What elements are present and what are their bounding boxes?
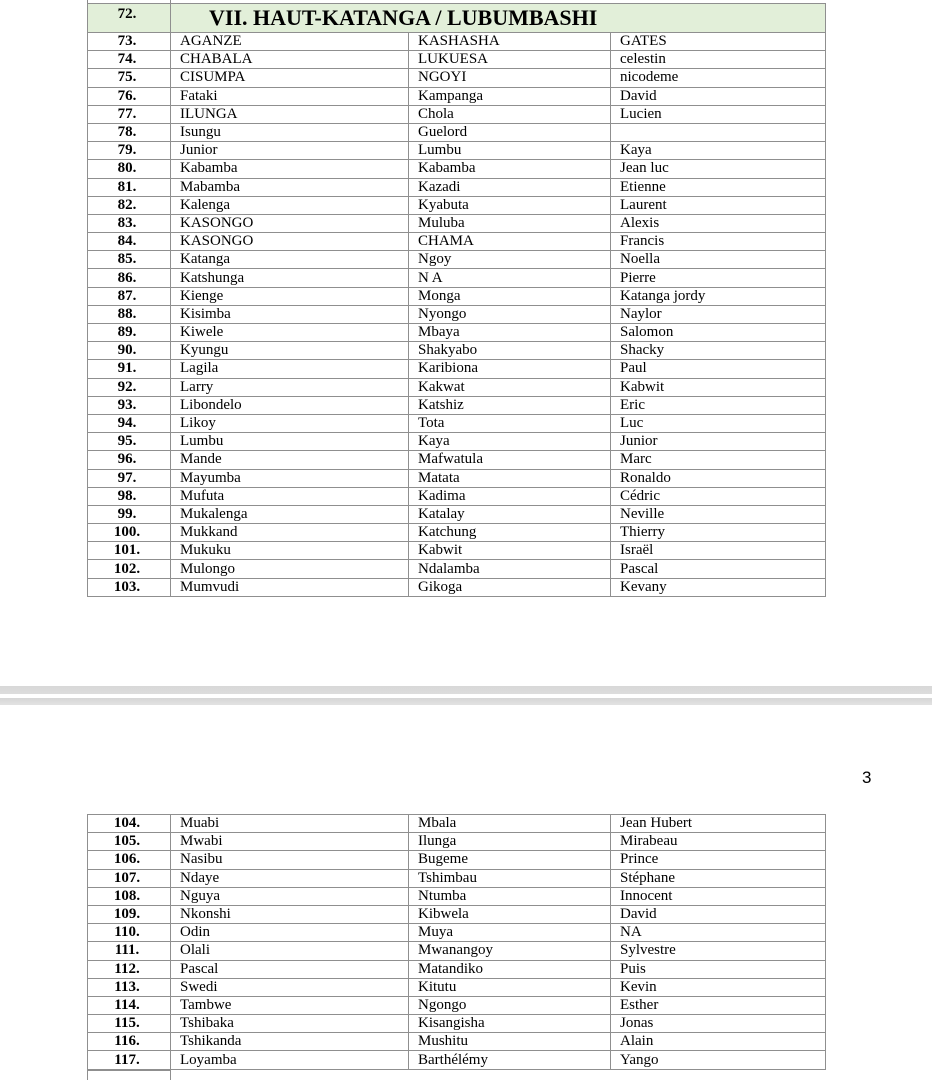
row-number: 106. bbox=[88, 851, 171, 869]
row-number: 90. bbox=[88, 342, 171, 360]
postname-cell: Muya bbox=[409, 924, 611, 942]
first-name-cell: Katanga jordy bbox=[611, 287, 826, 305]
table-row bbox=[88, 978, 826, 996]
postname-cell: Lumbu bbox=[409, 142, 611, 160]
first-name-cell: Innocent bbox=[611, 887, 826, 905]
table-row bbox=[88, 123, 826, 141]
table-row bbox=[88, 196, 826, 214]
row-number: 97. bbox=[88, 469, 171, 487]
names-table-continued-body bbox=[88, 815, 826, 1070]
first-name-cell: Cédric bbox=[611, 487, 826, 505]
row-number: 77. bbox=[88, 105, 171, 123]
table-row bbox=[88, 269, 826, 287]
surname-cell: Tambwe bbox=[171, 996, 409, 1014]
row-number: 96. bbox=[88, 451, 171, 469]
row-number: 87. bbox=[88, 287, 171, 305]
surname-cell: Kisimba bbox=[171, 305, 409, 323]
first-name-cell: Junior bbox=[611, 433, 826, 451]
row-number: 75. bbox=[88, 69, 171, 87]
surname-cell: Tshikanda bbox=[171, 1033, 409, 1051]
first-name-cell: celestin bbox=[611, 51, 826, 69]
first-name-cell bbox=[611, 123, 826, 141]
row-number: 94. bbox=[88, 414, 171, 432]
row-number: 116. bbox=[88, 1033, 171, 1051]
table-row bbox=[88, 51, 826, 69]
first-name-cell: Naylor bbox=[611, 305, 826, 323]
postname-cell: Karibiona bbox=[409, 360, 611, 378]
surname-cell: AGANZE bbox=[171, 33, 409, 51]
table-row bbox=[88, 251, 826, 269]
postname-cell: Mwanangoy bbox=[409, 942, 611, 960]
first-name-cell: Lucien bbox=[611, 105, 826, 123]
table-row bbox=[88, 378, 826, 396]
postname-cell: Ndalamba bbox=[409, 560, 611, 578]
surname-cell: Mukuku bbox=[171, 542, 409, 560]
first-name-cell: Jean Hubert bbox=[611, 815, 826, 833]
postname-cell: Katalay bbox=[409, 505, 611, 523]
table-row bbox=[88, 524, 826, 542]
postname-cell: Matandiko bbox=[409, 960, 611, 978]
surname-cell: Ndaye bbox=[171, 869, 409, 887]
first-name-cell: Ronaldo bbox=[611, 469, 826, 487]
page-separator bbox=[0, 686, 932, 705]
surname-cell: Tshibaka bbox=[171, 1015, 409, 1033]
table-row bbox=[88, 287, 826, 305]
row-number: 102. bbox=[88, 560, 171, 578]
table-row bbox=[88, 160, 826, 178]
first-name-cell: Puis bbox=[611, 960, 826, 978]
surname-cell: Kalenga bbox=[171, 196, 409, 214]
table-row bbox=[88, 1051, 826, 1069]
postname-cell: Muluba bbox=[409, 214, 611, 232]
row-number: 112. bbox=[88, 960, 171, 978]
postname-cell: Guelord bbox=[409, 123, 611, 141]
row-number: 88. bbox=[88, 305, 171, 323]
first-name-cell: Alexis bbox=[611, 214, 826, 232]
section-title: VII. HAUT-KATANGA / LUBUMBASHI bbox=[171, 4, 826, 33]
surname-cell: Nkonshi bbox=[171, 905, 409, 923]
table-row bbox=[88, 542, 826, 560]
table-row bbox=[88, 360, 826, 378]
postname-cell: Tota bbox=[409, 414, 611, 432]
row-number: 99. bbox=[88, 505, 171, 523]
next-row-border bbox=[87, 1070, 171, 1071]
first-name-cell: Eric bbox=[611, 396, 826, 414]
first-name-cell: Paul bbox=[611, 360, 826, 378]
table-row bbox=[88, 815, 826, 833]
surname-cell: KASONGO bbox=[171, 214, 409, 232]
postname-cell: Mbala bbox=[409, 815, 611, 833]
first-name-cell: Prince bbox=[611, 851, 826, 869]
row-number: 73. bbox=[88, 33, 171, 51]
table-row bbox=[88, 433, 826, 451]
postname-cell: Barthélémy bbox=[409, 1051, 611, 1069]
row-number: 105. bbox=[88, 833, 171, 851]
table-row bbox=[88, 414, 826, 432]
first-name-cell: nicodeme bbox=[611, 69, 826, 87]
table-row bbox=[88, 505, 826, 523]
surname-cell: Larry bbox=[171, 378, 409, 396]
next-row-border-left bbox=[87, 1070, 88, 1080]
first-name-cell: Salomon bbox=[611, 324, 826, 342]
postname-cell: Kitutu bbox=[409, 978, 611, 996]
table-row bbox=[88, 924, 826, 942]
postname-cell: LUKUESA bbox=[409, 51, 611, 69]
surname-cell: Libondelo bbox=[171, 396, 409, 414]
row-number: 114. bbox=[88, 996, 171, 1014]
surname-cell: Mufuta bbox=[171, 487, 409, 505]
next-row-border-mid bbox=[170, 1070, 171, 1080]
row-number: 79. bbox=[88, 142, 171, 160]
first-name-cell: Kevany bbox=[611, 578, 826, 596]
postname-cell: Kaya bbox=[409, 433, 611, 451]
names-table-continued bbox=[87, 814, 826, 1070]
postname-cell: Kabamba bbox=[409, 160, 611, 178]
surname-cell: KASONGO bbox=[171, 233, 409, 251]
row-number: 100. bbox=[88, 524, 171, 542]
first-name-cell: Jonas bbox=[611, 1015, 826, 1033]
postname-cell: Mbaya bbox=[409, 324, 611, 342]
first-name-cell: Esther bbox=[611, 996, 826, 1014]
surname-cell: Mwabi bbox=[171, 833, 409, 851]
surname-cell: Nguya bbox=[171, 887, 409, 905]
first-name-cell: Yango bbox=[611, 1051, 826, 1069]
table-row bbox=[88, 105, 826, 123]
row-number: 95. bbox=[88, 433, 171, 451]
first-name-cell: Pascal bbox=[611, 560, 826, 578]
surname-cell: Kiwele bbox=[171, 324, 409, 342]
first-name-cell: Pierre bbox=[611, 269, 826, 287]
table-row bbox=[88, 905, 826, 923]
first-name-cell: David bbox=[611, 905, 826, 923]
postname-cell: Ngoy bbox=[409, 251, 611, 269]
postname-cell: Bugeme bbox=[409, 851, 611, 869]
surname-cell: Mumvudi bbox=[171, 578, 409, 596]
surname-cell: Mande bbox=[171, 451, 409, 469]
surname-cell: Olali bbox=[171, 942, 409, 960]
surname-cell: Kabamba bbox=[171, 160, 409, 178]
table-row bbox=[88, 87, 826, 105]
row-number: 98. bbox=[88, 487, 171, 505]
postname-cell: Kampanga bbox=[409, 87, 611, 105]
names-table-haut-katanga bbox=[87, 3, 826, 597]
row-number: 91. bbox=[88, 360, 171, 378]
row-number: 111. bbox=[88, 942, 171, 960]
surname-cell: Kyungu bbox=[171, 342, 409, 360]
first-name-cell: Etienne bbox=[611, 178, 826, 196]
surname-cell: Junior bbox=[171, 142, 409, 160]
row-number: 115. bbox=[88, 1015, 171, 1033]
surname-cell: Katanga bbox=[171, 251, 409, 269]
table-row bbox=[88, 869, 826, 887]
postname-cell: Nyongo bbox=[409, 305, 611, 323]
table-row bbox=[88, 178, 826, 196]
first-name-cell: Stéphane bbox=[611, 869, 826, 887]
postname-cell: Kazadi bbox=[409, 178, 611, 196]
postname-cell: KASHASHA bbox=[409, 33, 611, 51]
surname-cell: ILUNGA bbox=[171, 105, 409, 123]
row-number: 74. bbox=[88, 51, 171, 69]
surname-cell: Mukkand bbox=[171, 524, 409, 542]
surname-cell: Lumbu bbox=[171, 433, 409, 451]
surname-cell: Odin bbox=[171, 924, 409, 942]
surname-cell: Mukalenga bbox=[171, 505, 409, 523]
postname-cell: Ntumba bbox=[409, 887, 611, 905]
table-row bbox=[88, 996, 826, 1014]
surname-cell: Likoy bbox=[171, 414, 409, 432]
row-number: 103. bbox=[88, 578, 171, 596]
first-name-cell: GATES bbox=[611, 33, 826, 51]
first-name-cell: Israël bbox=[611, 542, 826, 560]
postname-cell: Matata bbox=[409, 469, 611, 487]
table-row bbox=[88, 214, 826, 232]
first-name-cell: Kabwit bbox=[611, 378, 826, 396]
names-table-body bbox=[88, 4, 826, 597]
first-name-cell: Luc bbox=[611, 414, 826, 432]
postname-cell: Gikoga bbox=[409, 578, 611, 596]
surname-cell: Muabi bbox=[171, 815, 409, 833]
row-number: 104. bbox=[88, 815, 171, 833]
postname-cell: Tshimbau bbox=[409, 869, 611, 887]
postname-cell: CHAMA bbox=[409, 233, 611, 251]
section-number: 72. bbox=[88, 4, 171, 33]
page-number: 3 bbox=[862, 768, 872, 787]
surname-cell: Swedi bbox=[171, 978, 409, 996]
first-name-cell: Sylvestre bbox=[611, 942, 826, 960]
table-row bbox=[88, 233, 826, 251]
row-number: 110. bbox=[88, 924, 171, 942]
first-name-cell: David bbox=[611, 87, 826, 105]
postname-cell: Ilunga bbox=[409, 833, 611, 851]
table-row bbox=[88, 833, 826, 851]
postname-cell: Kadima bbox=[409, 487, 611, 505]
postname-cell: Ngongo bbox=[409, 996, 611, 1014]
first-name-cell: Thierry bbox=[611, 524, 826, 542]
row-number: 86. bbox=[88, 269, 171, 287]
row-number: 85. bbox=[88, 251, 171, 269]
postname-cell: Mafwatula bbox=[409, 451, 611, 469]
table-row bbox=[88, 69, 826, 87]
table-row bbox=[88, 887, 826, 905]
surname-cell: Nasibu bbox=[171, 851, 409, 869]
surname-cell: Lagila bbox=[171, 360, 409, 378]
table-row bbox=[88, 396, 826, 414]
surname-cell: Katshunga bbox=[171, 269, 409, 287]
postname-cell: NGOYI bbox=[409, 69, 611, 87]
table-row bbox=[88, 142, 826, 160]
first-name-cell: Shacky bbox=[611, 342, 826, 360]
table-row bbox=[88, 451, 826, 469]
postname-cell: Kakwat bbox=[409, 378, 611, 396]
row-number: 81. bbox=[88, 178, 171, 196]
postname-cell: Chola bbox=[409, 105, 611, 123]
row-number: 109. bbox=[88, 905, 171, 923]
first-name-cell: Marc bbox=[611, 451, 826, 469]
row-number: 84. bbox=[88, 233, 171, 251]
table-row bbox=[88, 487, 826, 505]
surname-cell: CHABALA bbox=[171, 51, 409, 69]
table-row bbox=[88, 851, 826, 869]
postname-cell: Monga bbox=[409, 287, 611, 305]
table-row bbox=[88, 1015, 826, 1033]
row-number: 101. bbox=[88, 542, 171, 560]
row-number: 80. bbox=[88, 160, 171, 178]
table-row bbox=[88, 560, 826, 578]
row-number: 82. bbox=[88, 196, 171, 214]
row-number: 93. bbox=[88, 396, 171, 414]
first-name-cell: Noella bbox=[611, 251, 826, 269]
postname-cell: Kisangisha bbox=[409, 1015, 611, 1033]
table-row bbox=[88, 469, 826, 487]
surname-cell: Mayumba bbox=[171, 469, 409, 487]
section-header-row bbox=[88, 4, 826, 33]
table-row bbox=[88, 960, 826, 978]
first-name-cell: Laurent bbox=[611, 196, 826, 214]
postname-cell: Kabwit bbox=[409, 542, 611, 560]
row-number: 92. bbox=[88, 378, 171, 396]
postname-cell: Kibwela bbox=[409, 905, 611, 923]
postname-cell: Katchung bbox=[409, 524, 611, 542]
table-row bbox=[88, 942, 826, 960]
first-name-cell: Alain bbox=[611, 1033, 826, 1051]
row-number: 83. bbox=[88, 214, 171, 232]
postname-cell: Kyabuta bbox=[409, 196, 611, 214]
first-name-cell: Kaya bbox=[611, 142, 826, 160]
table-row bbox=[88, 324, 826, 342]
row-number: 113. bbox=[88, 978, 171, 996]
surname-cell: Kienge bbox=[171, 287, 409, 305]
surname-cell: Loyamba bbox=[171, 1051, 409, 1069]
row-number: 89. bbox=[88, 324, 171, 342]
row-number: 108. bbox=[88, 887, 171, 905]
row-number: 107. bbox=[88, 869, 171, 887]
table-row bbox=[88, 33, 826, 51]
surname-cell: Pascal bbox=[171, 960, 409, 978]
first-name-cell: Mirabeau bbox=[611, 833, 826, 851]
surname-cell: Fataki bbox=[171, 87, 409, 105]
surname-cell: Mulongo bbox=[171, 560, 409, 578]
table-row bbox=[88, 578, 826, 596]
table-row bbox=[88, 342, 826, 360]
row-number: 117. bbox=[88, 1051, 171, 1069]
postname-cell: Katshiz bbox=[409, 396, 611, 414]
surname-cell: CISUMPA bbox=[171, 69, 409, 87]
first-name-cell: Francis bbox=[611, 233, 826, 251]
surname-cell: Mabamba bbox=[171, 178, 409, 196]
first-name-cell: NA bbox=[611, 924, 826, 942]
surname-cell: Isungu bbox=[171, 123, 409, 141]
first-name-cell: Neville bbox=[611, 505, 826, 523]
first-name-cell: Jean luc bbox=[611, 160, 826, 178]
row-number: 76. bbox=[88, 87, 171, 105]
table-row bbox=[88, 1033, 826, 1051]
postname-cell: Mushitu bbox=[409, 1033, 611, 1051]
row-number: 78. bbox=[88, 123, 171, 141]
first-name-cell: Kevin bbox=[611, 978, 826, 996]
postname-cell: N A bbox=[409, 269, 611, 287]
table-row bbox=[88, 305, 826, 323]
postname-cell: Shakyabo bbox=[409, 342, 611, 360]
